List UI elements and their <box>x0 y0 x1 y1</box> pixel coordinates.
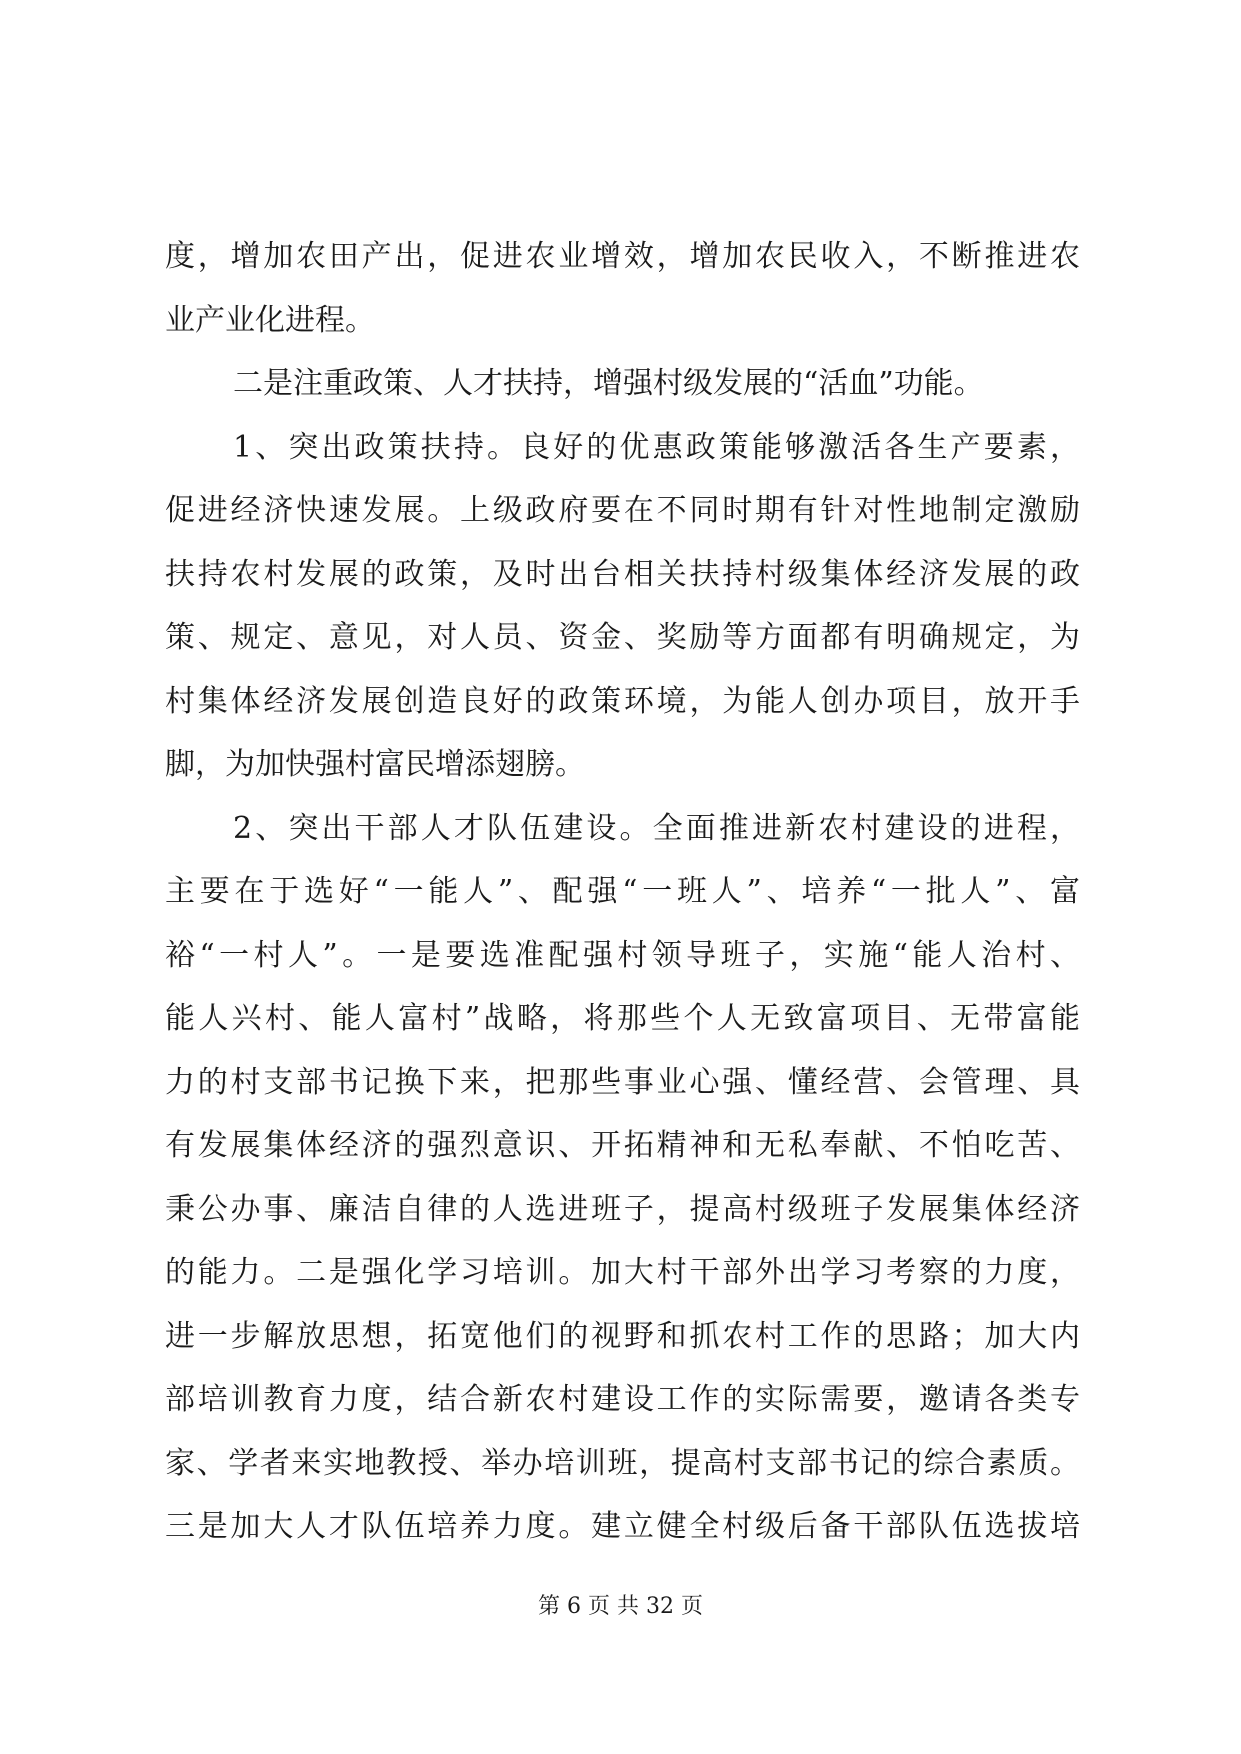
text-line: 三是加大人才队伍培养力度。建立健全村级后备干部队伍选拔培 <box>165 1509 1080 1544</box>
text-line: 部培训教育力度，结合新农村建设工作的实际需要，邀请各类专 <box>165 1382 1080 1417</box>
text-line: 策、规定、意见，对人员、资金、奖励等方面都有明确规定，为 <box>165 620 1080 655</box>
text-line: 能人兴村、能人富村”战略，将那些个人无致富项目、无带富能 <box>165 1001 1080 1036</box>
document-body <box>165 225 1080 1559</box>
text-line: 扶持农村发展的政策，及时出台相关扶持村级集体经济发展的政 <box>165 556 1080 592</box>
text-line: 的能力。二是强化学习培训。加大村干部外出学习考察的力度， <box>165 1255 1080 1290</box>
text-line: 脚，为加快强村富民增添翅膀。 <box>165 747 585 782</box>
text-line: 主要在于选好“一能人”、配强“一班人”、培养“一批人”、富 <box>165 874 1080 909</box>
text-line: 2、突出干部人才队伍建设。全面推进新农村建设的进程， <box>233 810 1080 846</box>
text-line: 村集体经济发展创造良好的政策环境，为能人创办项目，放开手 <box>165 683 1080 719</box>
text-line: 1、突出政策扶持。良好的优惠政策能够激活各生产要素， <box>233 429 1080 465</box>
text-line: 进一步解放思想，拓宽他们的视野和抓农村工作的思路；加大内 <box>165 1318 1080 1354</box>
text-line: 度，增加农田产出，促进农业增效，增加农民收入，不断推进农 <box>165 239 1080 274</box>
text-line: 二是注重政策、人才扶持，增强村级发展的“活血”功能。 <box>233 366 984 401</box>
text-line: 秉公办事、廉洁自律的人选进班子，提高村级班子发展集体经济 <box>165 1191 1080 1227</box>
text-line: 裕“一村人”。一是要选准配强村领导班子，实施“能人治村、 <box>165 937 1080 973</box>
text-line: 家、学者来实地教授、举办培训班，提高村支部书记的综合素质。 <box>165 1445 1080 1481</box>
text-line: 促进经济快速发展。上级政府要在不同时期有针对性地制定激励 <box>165 493 1080 528</box>
text-line: 业产业化进程。 <box>165 302 375 338</box>
page-footer: 第 6 页 共 32 页 <box>538 1594 703 1619</box>
text-line: 力的村支部书记换下来，把那些事业心强、懂经营、会管理、具 <box>165 1064 1080 1100</box>
text-line: 有发展集体经济的强烈意识、开拓精神和无私奉献、不怕吃苦、 <box>165 1128 1080 1163</box>
